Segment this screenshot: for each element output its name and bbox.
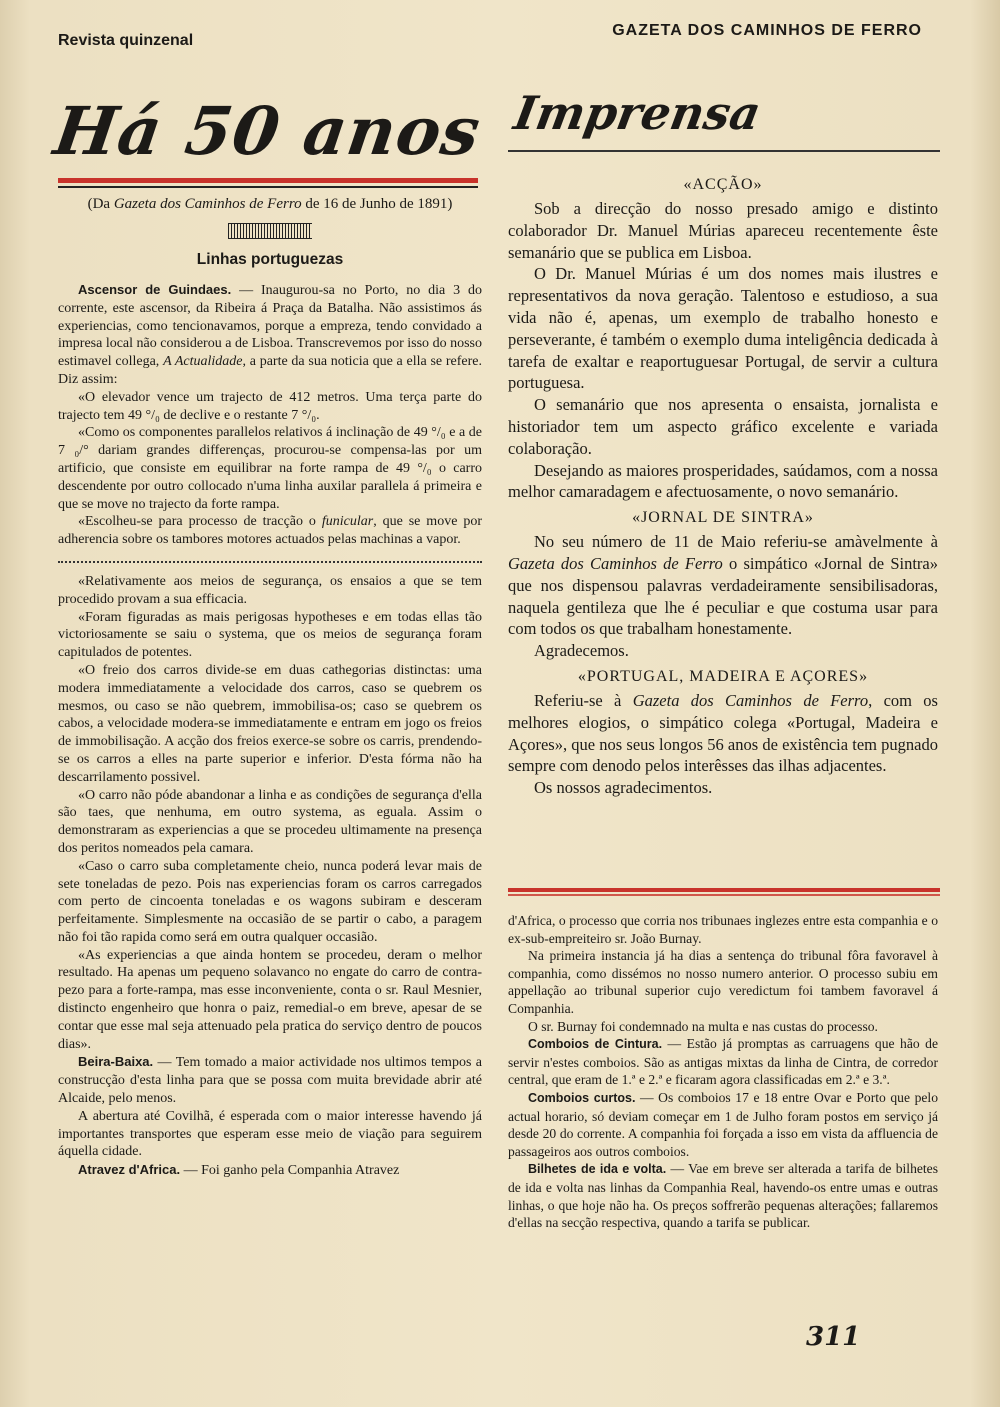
- article-paragraph: O sr. Burnay foi condemnado na multa e nas custas do processo.: [528, 1018, 878, 1034]
- continued-column: [508, 912, 938, 1232]
- press-paragraph: Sob a direcção do nosso presado amigo e distinto colaborador Dr. Manuel Múrias apareceu recentemente êste semanário que se publica em Lisboa.: [508, 199, 938, 262]
- page-number: 311: [806, 1322, 861, 1352]
- article-paragraph: «Como os componentes parallelos relativos á inclinação de 49 °/₀ e a de 7 ₀/° dariam grandes differenças, procurou-se compensa-las por um artificio, que consiste em equilibrar na forte rampa de 49 °/₀ o carro descendente por outro collocado n'uma linha auxilar parallela á primeira e que se move no trajecto da forte rampa.: [58, 425, 482, 512]
- article-paragraph: «Foram figuradas as mais perigosas hypotheses e em todas ellas tão victoriosamente se saiu o systema, que os meios de segurança foram capitulados de potentes.: [58, 609, 482, 661]
- red-separator: [508, 888, 940, 892]
- article-paragraph: Comboios curtos. — Os comboios 17 e 18 entre Ovar e Porto que pelo actual horario, só deviam começar em 1 de Julho foram postos em serviço já desde 20 do corrente. A companhia foi forçada a isso em vista da affluencia de passageiros aos outros comboios.: [508, 1089, 938, 1159]
- press-paragraph: O semanário que nos apresenta o ensaista, jornalista e historiador tem um aspecto gráfico excelente e variada colaboração.: [508, 395, 938, 458]
- source-note: (Da Gazeta dos Caminhos de Ferro de 16 de Junho de 1891): [87, 196, 453, 212]
- section-title-imprensa: Imprensa: [510, 86, 765, 140]
- article-paragraph: «Escolheu-se para processo de tracção o funicular, que se move por adherencia sobre os tambores motores actuados pelas machinas a vapor.: [58, 514, 482, 548]
- article-paragraph: Na primeira instancia já ha dias a sentença do tribunal fôra favoravel à companhia, como dissémos no nosso numero anterior. O processo subiu em appellação ao tribunal superior cujo veredictum foi tambem favoravel á Companhia.: [508, 948, 938, 1016]
- header-publication-title: GAZETA DOS CAMINHOS DE FERRO: [612, 22, 922, 39]
- article-paragraph: Bilhetes de ida e volta. — Vae em breve ser alterada a tarifa de bilhetes de ida e volta nas linhas da Companhia Real, havendo-os entre umas e outras linhas, o que hoje não ha. Os preços soffrerão pequenas alterações; fallaremos d'ellas na secção respectiva, quando a tarifa se publicar.: [508, 1161, 939, 1231]
- article-paragraph: «Relativamente aos meios de segurança, os ensaios a que se tem procedido provam a sua efficacia.: [58, 573, 482, 607]
- article-paragraph: «Caso o carro suba completamente cheio, nunca poderá levar mais de sete toneladas de pezo. Pois nas experiencias foram os carros carregados com perto de cincoenta toneladas e os wagons subiram e desceram perfeitamente. Simplesmente na occasião de se partir o cabo, a paragem não foi tão rapida como será em outra qualquer occasião.: [58, 858, 482, 945]
- press-paragraph: O Dr. Manuel Múrias é um dos nomes mais ilustres e representativos da nova geração. Talentoso e estudioso, a sua vida não é, apenas, um exemplo de trabalho honesto e perseverante, é também o exemplo duma inteligência dedicada à tarefa de exaltar e reaportuguesar Portugal, de servir a cultura portuguesa.: [508, 264, 938, 393]
- article-paragraph: Comboios de Cintura. — Estão já promptas as carruagens que hão de servir n'estes comboios. São as antigas mixtas da linha de Cintra, de corredor central, que eram de 1.ª e 2.ª e ficaram agora classificadas em 2.ª e 3.ª.: [508, 1036, 938, 1088]
- article-paragraph: Atravez d'Africa. — Foi ganho pela Companhia Atravez: [78, 1162, 400, 1179]
- ornament-divider: [228, 223, 312, 239]
- article-paragraph: d'Africa, o processo que corria nos tribunaes inglezes entre esta companhia e o ex-sub-empreiteiro sr. João Burnay.: [508, 913, 938, 946]
- right-column: [508, 170, 938, 799]
- red-separator-thin: [508, 894, 940, 896]
- press-paragraph: Desejando as maiores prosperidades, saúdamos, com a nossa melhor camaradagem e afectuosamente, o novo semanário.: [508, 460, 938, 502]
- article-paragraph: «O freio dos carros divide-se em duas cathegorias distinctas: uma modera immediatamente a velocidade dos carros, caso se quebrem os mesmos, ou caso se não quebrem, immobilisa-os; caso se quebrem os cabos, a velocidade modera-se immediatamente e entram em jogo os freios de immobilisação. A acção dos freios exerce-se sobre os carris, prendendo-se os carros a elles na parte superior e inferior. D'esta fórma não ha descarrilamento possivel.: [58, 662, 482, 785]
- article-paragraph: Beira-Baixa. — Tem tomado a maior actividade nos ultimos tempos a construcção d'esta linha para que se possa com muita brevidade abrir até Alcaide, pelo menos.: [58, 1054, 482, 1107]
- article-paragraph: A abertura até Covilhã, é esperada com o maior interesse havendo já importantes transportes que esperam esse meio de viação para seguirem áquella cidade.: [58, 1108, 482, 1160]
- left-column: [58, 196, 482, 1180]
- press-heading: «JORNAL DE SINTRA»: [632, 509, 814, 527]
- article-paragraph: «O elevador vence um trajecto de 412 metros. Uma terça parte do trajecto tem 49 °/₀ de declive e o restante 7 °/₀.: [58, 389, 482, 423]
- article-paragraph: «As experiencias a que ainda hontem se procedeu, deram o melhor resultado. Ha apenas um pequeno solavanco no engate do carro de contra-pezo para a forte-rampa, mas esse inconveniente, conta o sr. Raul Mesnier, distincto engenheiro que honra o paiz, remedial-o em breve, apesar de se contar que esse mal seja attenuado pela pratica do serviço dentro de poucos dias».: [58, 947, 482, 1052]
- press-paragraph: Referiu-se à Gazeta dos Caminhos de Ferro, com os melhores elogios, o simpático colega «Portugal, Madeira e Açores», que nos seus longos 56 anos de existência tem pugnado sempre com denodo pelos interêsses das ilhas adjacentes.: [508, 690, 938, 776]
- press-heading: «PORTUGAL, MADEIRA E AÇORES»: [577, 667, 869, 685]
- subsection-title: Linhas portuguezas: [196, 251, 344, 268]
- section-title-ha-50-anos: Há 50 anos: [49, 92, 486, 170]
- press-paragraph: No seu número de 11 de Maio referiu-se amàvelmente à Gazeta dos Caminhos de Ferro o simpático «Jornal de Sintra» que nos dispensou palavras verdadeiramente sensibilisadoras, naquela gentileza que lhe é peculiar e que costuma usar para com todos os que trabalham honestamente.: [508, 532, 938, 639]
- press-paragraph: Agradecemos.: [534, 641, 629, 661]
- dotted-separator: [58, 561, 482, 563]
- article-paragraph: Ascensor de Guindaes. — Inaugurou-sa no Porto, no dia 3 do corrente, este ascensor, da Ribeira á Praça da Batalha. Não assistimos ás experiencias, como tencionavamos, porque a empreza, tendo convidado a impresa local não considerou a de Lisboa. Transcrevemos por isso do nosso estimavel collega, A Actualidade, a parte da sua noticia que a ella se refere. Diz assim:: [58, 282, 482, 387]
- press-paragraph: Os nossos agradecimentos.: [534, 778, 713, 798]
- title-rule-dark: [58, 186, 478, 188]
- imprensa-rule: [508, 150, 940, 152]
- header-periodicity: Revista quinzenal: [58, 32, 194, 49]
- title-rule-red: [58, 178, 478, 183]
- article-paragraph: «O carro não póde abandonar a linha e as condições de segurança d'ella são taes, que nenhuma, em outro systema, as eguala. Assim o demonstraram as experiencias a que se procedeu ultimamente na presença dos peritos nomeados pela camara.: [58, 787, 482, 856]
- press-heading: «ACÇÃO»: [683, 176, 763, 193]
